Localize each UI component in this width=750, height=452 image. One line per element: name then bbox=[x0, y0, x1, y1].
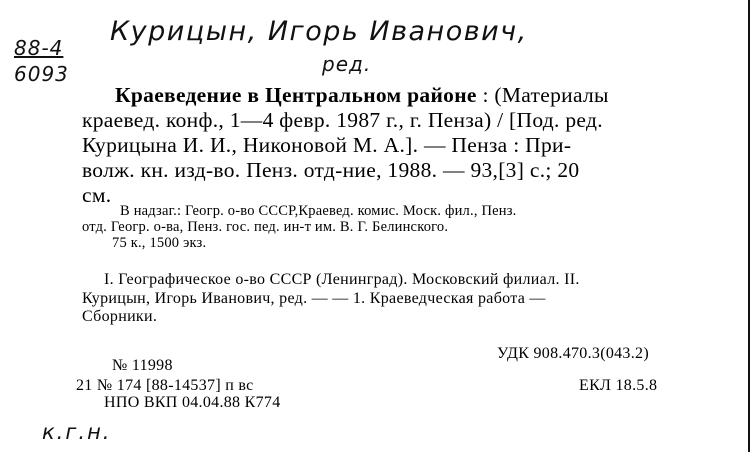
notes-line-2: отд. Геогр. о-ва, Пенз. гос. пед. ин-т им. В. Г. Белинского. bbox=[82, 219, 449, 235]
udk-code: УДК 908.470.3(043.2) bbox=[497, 345, 649, 362]
handwritten-author-heading: Курицын, Игорь Иванович, bbox=[110, 16, 528, 47]
shelf-mark-top: 88-4 bbox=[14, 36, 64, 60]
entry-line-4: волж. кн. изд-во. Пенз. отд-ние, 1988. — 93,[3] с.; 20 bbox=[82, 158, 580, 182]
entry-line-1 bbox=[115, 83, 609, 108]
entry-line-5: см. bbox=[82, 183, 112, 207]
entry-line-1-rest: : (Материалы bbox=[482, 83, 609, 107]
shelf-mark-bottom: 6093 bbox=[14, 62, 69, 86]
tracings-line-3: Сборники. bbox=[82, 308, 158, 325]
npo-line: НПО ВКП 04.04.88 К774 bbox=[104, 394, 281, 411]
ekl-code: ЕКЛ 18.5.8 bbox=[579, 377, 658, 394]
tracings-line-2: Курицын, Игорь Иванович, ред. — — 1. Краеведческая работа — bbox=[82, 290, 546, 307]
notes-line-1: В надзаг.: Геогр. о-во СССР,Краевед. комис. Моск. фил., Пенз. bbox=[120, 203, 517, 219]
handwritten-initials: к.г.н. bbox=[42, 420, 112, 444]
entry-line-3: Курицына И. И., Никоновой М. А.]. — Пенза : При- bbox=[82, 133, 572, 157]
entry-title: Краеведение в Центральном районе bbox=[115, 83, 477, 107]
tracings-line-1: I. Географическое о-во СССР (Ленинград). Московский филиал. II. bbox=[104, 271, 580, 288]
order-line: 21 № 174 [88-14537] п вс bbox=[76, 377, 254, 394]
notes-line-3: 75 к., 1500 экз. bbox=[112, 235, 207, 251]
entry-line-2: краевед. конф., 1—4 февр. 1987 г., г. Пенза) / [Под. ред. bbox=[82, 108, 603, 132]
handwritten-role: ред. bbox=[322, 52, 372, 76]
card-number: № 11998 bbox=[112, 357, 173, 374]
